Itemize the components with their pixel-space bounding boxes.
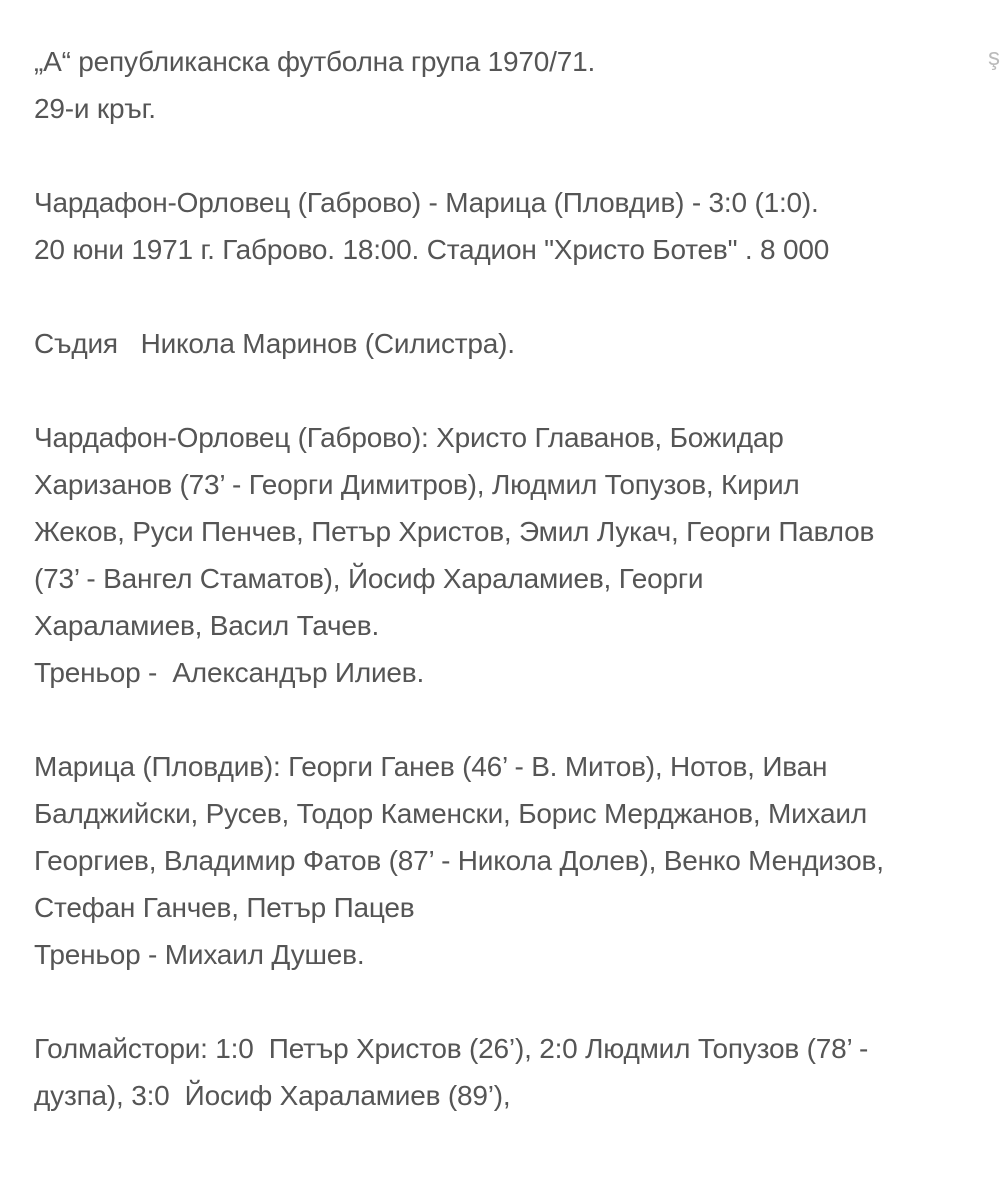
away-lineup-line: Георгиев, Владимир Фатов (87’ - Никола Долев), Венко Мендизов, xyxy=(34,845,884,876)
match-details: 20 юни 1971 г. Габрово. 18:00. Стадион "Христо Ботев" . 8 000 xyxy=(34,234,830,265)
away-lineup-line: Балджийски, Русев, Тодор Каменски, Борис Мерджанов, Михаил xyxy=(34,798,867,829)
home-team-section xyxy=(34,414,1002,696)
header-section xyxy=(34,38,1002,132)
away-lineup-line: Стефан Ганчев, Петър Пацев xyxy=(34,892,415,923)
match-section xyxy=(34,179,1002,273)
round-label: 29-и кръг. xyxy=(34,93,156,124)
home-coach: Треньор - Александър Илиев. xyxy=(34,657,425,688)
scorers-line: дузпа), 3:0 Йосиф Хараламиев (89’), xyxy=(34,1080,511,1111)
home-lineup-line: (73’ - Вангел Стаматов), Йосиф Хараламиев, Георги xyxy=(34,563,704,594)
scorers-section xyxy=(34,1025,1002,1119)
referee-section xyxy=(34,320,1002,367)
match-result: Чардафон-Орловец (Габрово) - Марица (Пловдив) - 3:0 (1:0). xyxy=(34,187,819,218)
referee-line: Съдия Никола Маринов (Силистра). xyxy=(34,328,515,359)
home-lineup-line: Хараламиев, Васил Тачев. xyxy=(34,610,380,641)
league-title: „А“ републиканска футболна група 1970/71. xyxy=(34,46,596,77)
away-coach: Треньор - Михаил Душев. xyxy=(34,939,365,970)
away-lineup-line: Марица (Пловдив): Георги Ганев (46’ - В. Митов), Нотов, Иван xyxy=(34,751,828,782)
home-lineup-line: Жеков, Руси Пенчев, Петър Христов, Эмил Лукач, Георги Павлов xyxy=(34,516,875,547)
home-lineup-line: Чардафон-Орловец (Габрово): Христо Главанов, Божидар xyxy=(34,422,784,453)
away-team-section xyxy=(34,743,1002,978)
edge-fragment-glyph: ş xyxy=(988,44,1000,71)
home-lineup-line: Харизанов (73’ - Георги Димитров), Людмил Топузов, Кирил xyxy=(34,469,800,500)
scorers-line: Голмайстори: 1:0 Петър Христов (26’), 2:0 Людмил Топузов (78’ - xyxy=(34,1033,869,1064)
